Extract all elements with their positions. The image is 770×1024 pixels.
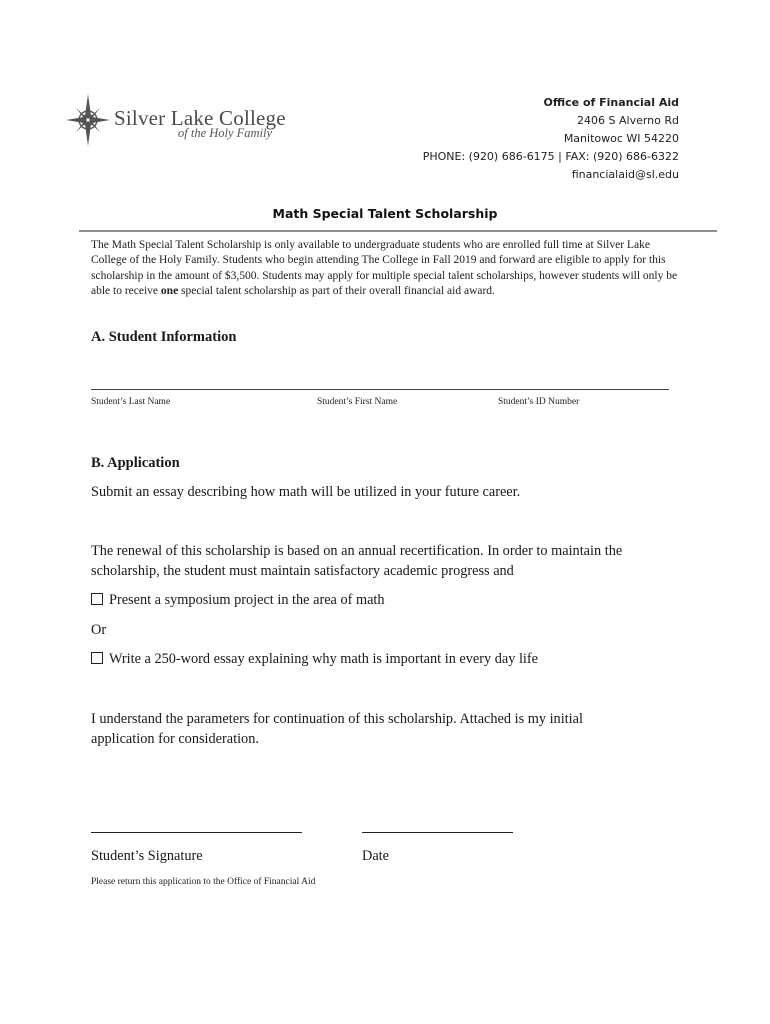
office-phone-fax: PHONE: (920) 686-6175 | FAX: (920) 686-6322 (422, 150, 679, 163)
college-logo (66, 92, 326, 148)
intro-text-part1: The Math Special Talent Scholarship is only available to undergraduate students who are enrolled full time at Silver Lake College of the Holy Family. Students who begin attending The College in Fall 2019 and forward are eligible to apply for this scholarship in the amount of $3,500. Students may apply for multiple special talent scholarships, however students will only be able to receive (91, 239, 678, 297)
signature-label: Student’s Signature (91, 848, 203, 864)
acknowledgement-text: I understand the parameters for continuation of this scholarship. Attached is my initial application for consideration. (91, 711, 583, 747)
date-line[interactable] (362, 832, 513, 833)
office-email: financialaid@sl.edu (571, 168, 679, 181)
signature-line[interactable] (91, 832, 302, 833)
symposium-checkbox[interactable] (91, 593, 103, 605)
renewal-text: The renewal of this scholarship is based on an annual recertification. In order to maintain the scholarship, the student must maintain satisfactory academic progress and (91, 543, 623, 579)
student-id-label: Student’s ID Number (498, 397, 580, 407)
option-symposium (91, 591, 385, 611)
document-title: Math Special Talent Scholarship (272, 206, 498, 221)
section-b-heading: B. Application (91, 455, 180, 471)
office-address-line2: Manitowoc WI 54220 (563, 132, 679, 145)
essay-prompt: Submit an essay describing how math will be utilized in your future career. (91, 484, 521, 500)
essay-checkbox[interactable] (91, 652, 103, 664)
intro-emphasis: one (160, 284, 179, 297)
office-title: Office of Financial Aid (543, 96, 679, 109)
option-symposium-label: Present a symposium project in the area of math (109, 592, 385, 608)
compass-star-icon (66, 92, 110, 148)
first-name-label: Student’s First Name (317, 397, 398, 407)
intro-paragraph (91, 238, 685, 299)
option-essay (91, 650, 538, 670)
last-name-label: Student’s Last Name (91, 397, 171, 407)
option-essay-label: Write a 250-word essay explaining why math is important in every day life (109, 651, 539, 667)
office-contact-block (423, 94, 679, 184)
section-a-heading: A. Student Information (91, 329, 237, 345)
college-name: Silver Lake College (114, 106, 286, 130)
footer-note: Please return this application to the Office of Financial Aid (91, 877, 316, 887)
college-subtitle: of the Holy Family (178, 126, 273, 140)
office-address-line1: 2406 S Alverno Rd (577, 114, 679, 127)
intro-text-part2: special talent scholarship as part of their overall financial aid award. (178, 284, 495, 297)
student-info-line[interactable] (91, 389, 669, 390)
or-text: Or (91, 622, 107, 638)
date-label: Date (362, 848, 389, 864)
title-divider (79, 230, 717, 232)
